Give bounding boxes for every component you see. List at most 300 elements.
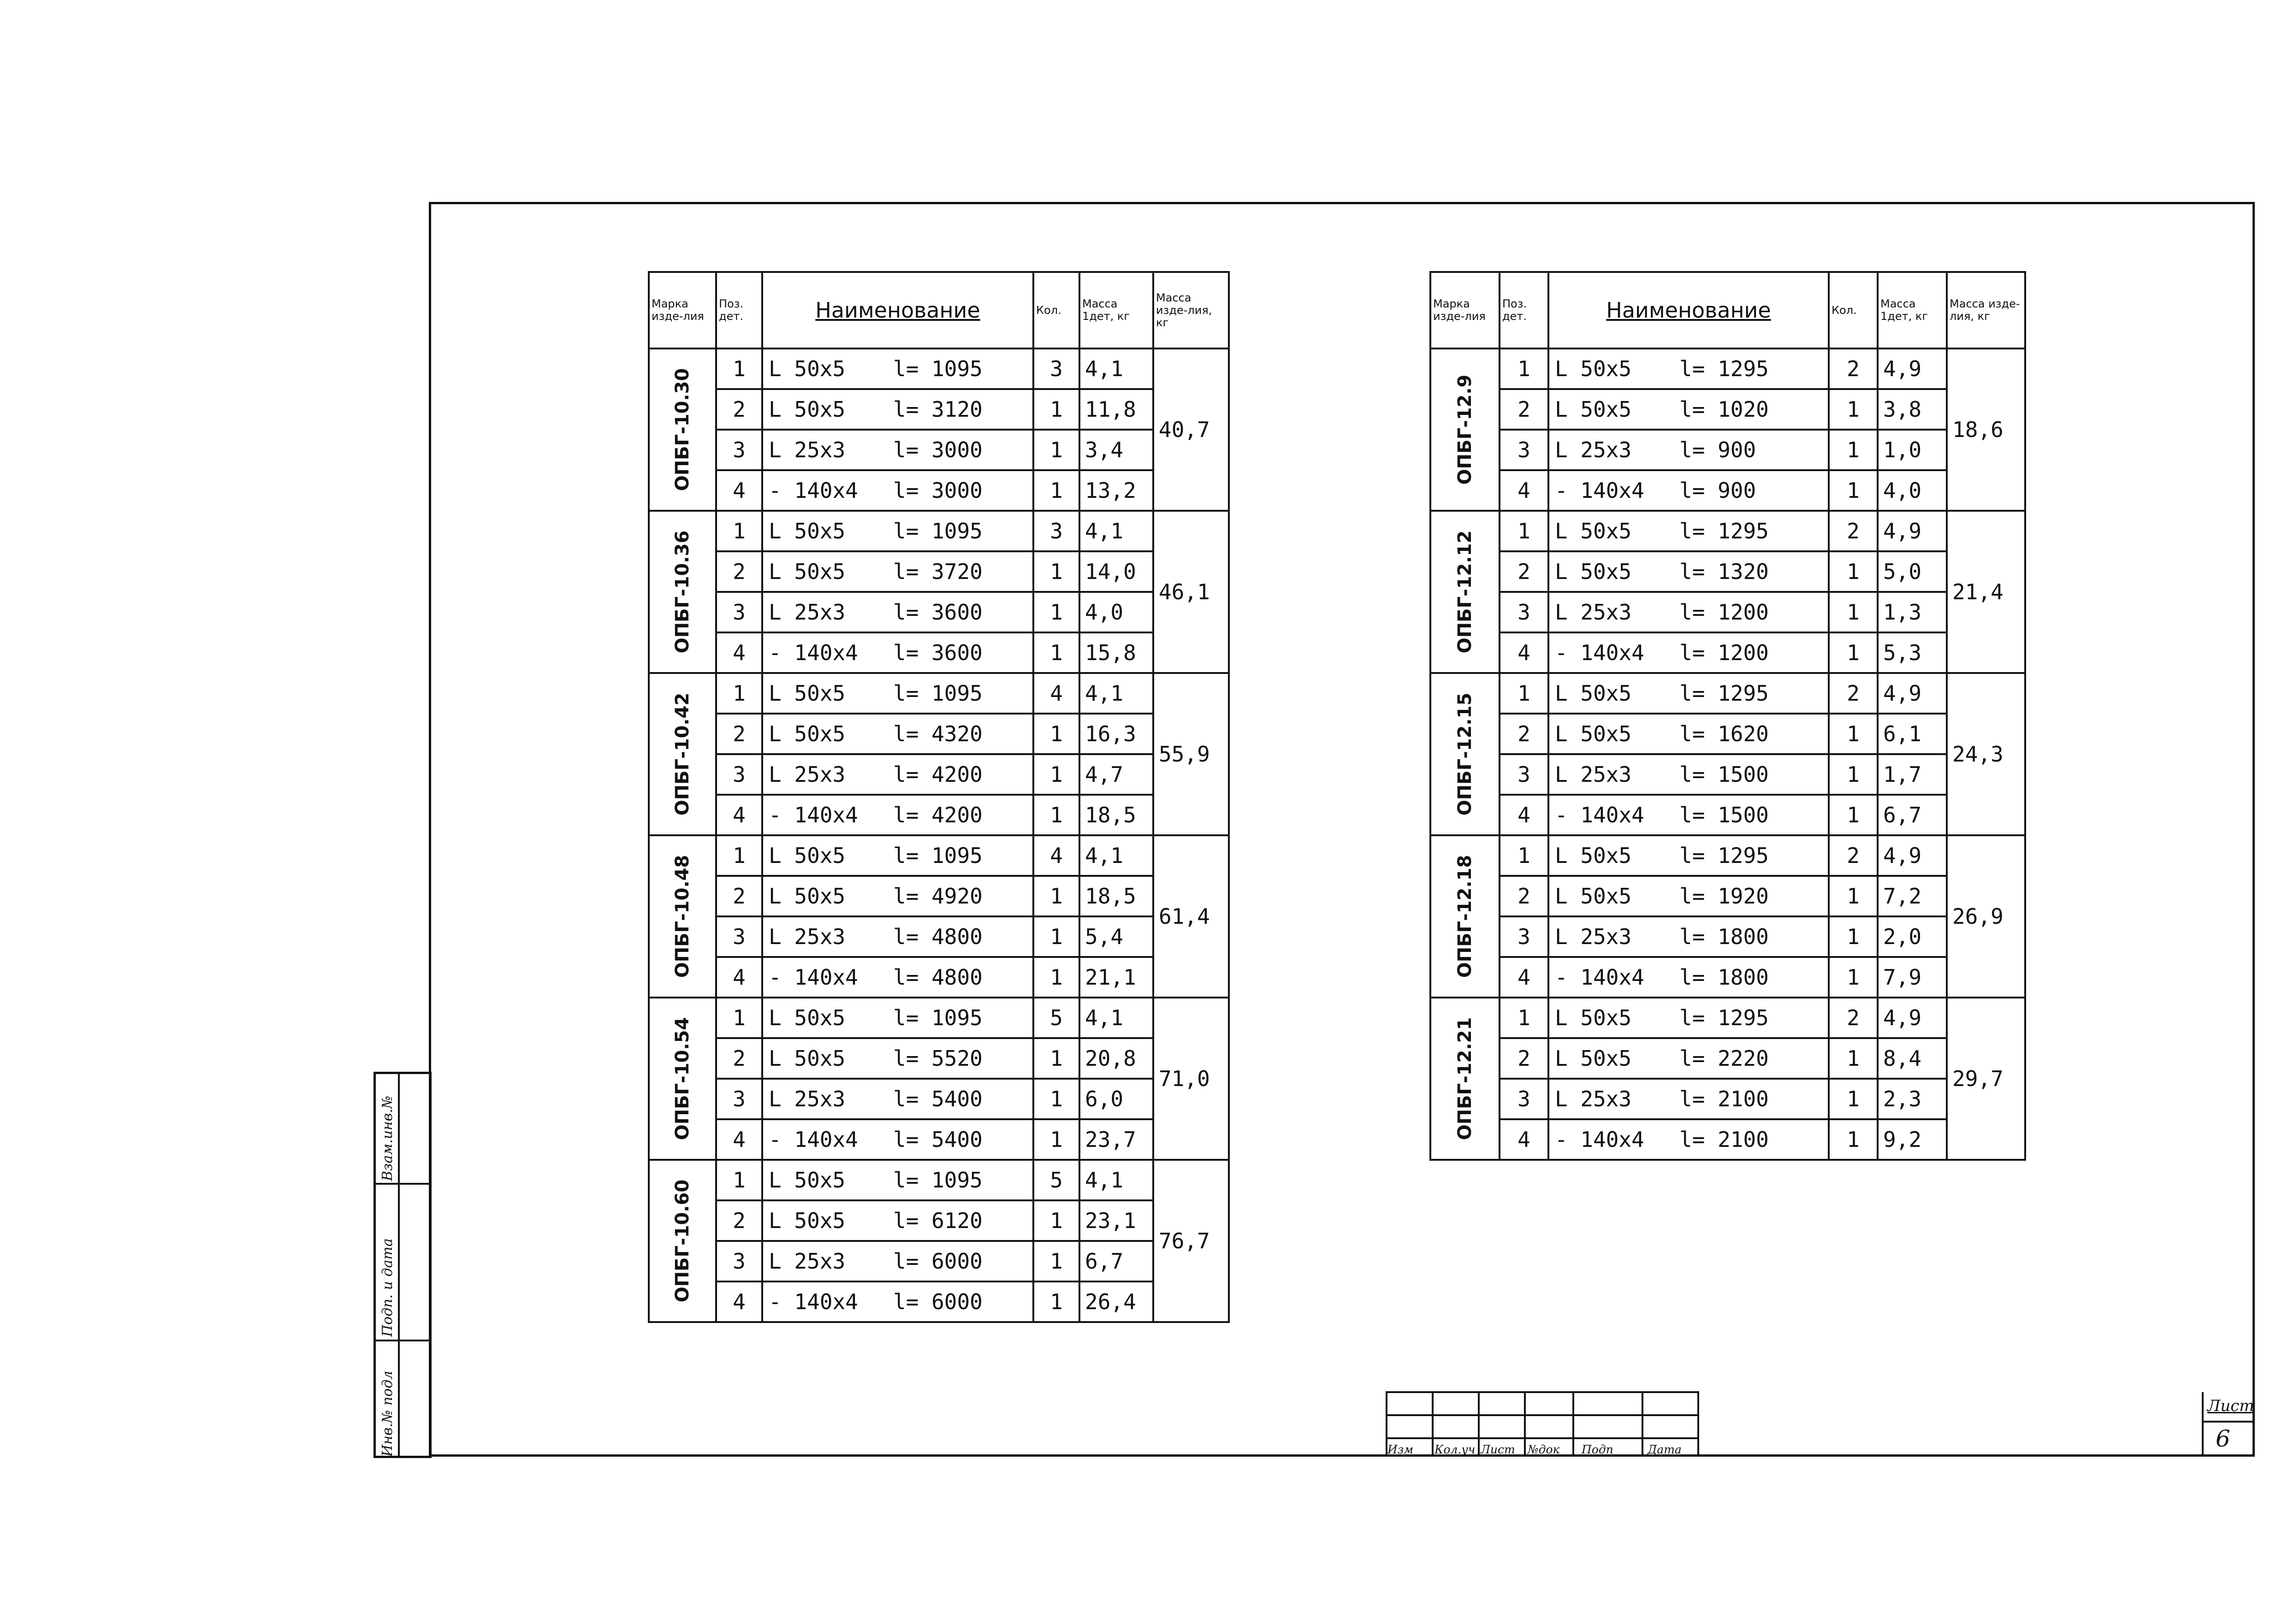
part-mass-cell: 13,2 [1079, 470, 1153, 511]
product-mark-cell [1430, 835, 1500, 998]
section-profile: L 50x5 [769, 721, 846, 746]
section-profile: L 50x5 [769, 559, 846, 584]
product-mass-cell: 76,7 [1153, 1160, 1229, 1322]
position-cell: 1 [716, 511, 762, 551]
name-cell [1548, 957, 1829, 998]
table-row [1430, 795, 2025, 835]
tb-label: Изм [1387, 1443, 1414, 1456]
section-profile: - 140x4 [769, 965, 858, 990]
name-cell [1548, 632, 1829, 673]
table-row [1430, 754, 2025, 795]
part-length: l= 1095 [893, 681, 983, 706]
table-row [649, 998, 1229, 1038]
sheet-number: 6 [2216, 1425, 2230, 1452]
part-length: l= 1095 [893, 843, 983, 868]
product-mark-cell [649, 1160, 716, 1322]
section-profile: L 50x5 [1555, 559, 1632, 584]
table-row [1430, 511, 2025, 551]
table-row [1430, 957, 2025, 998]
part-mass-cell: 7,9 [1878, 957, 1947, 998]
part-length: l= 900 [1679, 478, 1756, 503]
part-mass-cell: 21,1 [1079, 957, 1153, 998]
table-row [649, 714, 1229, 754]
part-length: l= 3000 [893, 478, 983, 503]
position-cell: 4 [1500, 795, 1548, 835]
position-cell: 2 [716, 1200, 762, 1241]
section-profile: L 25x3 [769, 1249, 846, 1274]
part-length: l= 1295 [1679, 843, 1769, 868]
quantity-cell: 1 [1033, 795, 1079, 835]
quantity-cell: 1 [1829, 470, 1878, 511]
table-row [1430, 1079, 2025, 1119]
part-length: l= 3600 [893, 640, 983, 665]
table-row [649, 348, 1229, 389]
header-total: Масса изде-лия, кг [1947, 272, 2025, 348]
table-row [1430, 876, 2025, 916]
header-qty: Кол. [1829, 272, 1878, 348]
quantity-cell: 1 [1829, 632, 1878, 673]
part-length: l= 2100 [1679, 1127, 1769, 1152]
table-row [649, 632, 1229, 673]
part-mass-cell: 4,9 [1878, 835, 1947, 876]
section-profile: - 140x4 [769, 640, 858, 665]
product-mass-cell: 24,3 [1947, 673, 2025, 835]
table-row [649, 389, 1229, 430]
position-cell: 2 [716, 876, 762, 916]
part-mass-cell: 26,4 [1079, 1281, 1153, 1322]
part-mass-cell: 23,1 [1079, 1200, 1153, 1241]
product-mark: ОПБГ-12.12 [1454, 530, 1476, 654]
section-profile: L 50x5 [1555, 519, 1632, 543]
table-row [1430, 632, 2025, 673]
product-mark: ОПБГ-12.21 [1454, 1017, 1476, 1140]
quantity-cell: 1 [1033, 957, 1079, 998]
table-row [649, 957, 1229, 998]
name-cell [1548, 592, 1829, 632]
quantity-cell: 1 [1033, 1281, 1079, 1322]
product-mark-cell [649, 511, 716, 673]
section-profile: L 50x5 [769, 681, 846, 706]
product-mark: ОПБГ-10.60 [672, 1179, 693, 1303]
name-cell [762, 1079, 1033, 1119]
part-mass-cell: 4,9 [1878, 998, 1947, 1038]
section-profile: L 50x5 [1555, 397, 1632, 422]
quantity-cell: 1 [1033, 714, 1079, 754]
part-mass-cell: 9,2 [1878, 1119, 1947, 1160]
position-cell: 1 [1500, 348, 1548, 389]
section-profile: L 50x5 [769, 519, 846, 543]
part-length: l= 2100 [1679, 1087, 1769, 1111]
part-mass-cell: 11,8 [1079, 389, 1153, 430]
tb-label: Подп [1582, 1443, 1613, 1456]
name-cell [762, 470, 1033, 511]
table-row [649, 1079, 1229, 1119]
position-cell: 2 [716, 389, 762, 430]
position-cell: 3 [716, 1241, 762, 1281]
quantity-cell: 1 [1829, 592, 1878, 632]
part-length: l= 4200 [893, 762, 983, 787]
part-mass-cell: 2,3 [1878, 1079, 1947, 1119]
sheet-number-box [2202, 1392, 2253, 1457]
table-row [1430, 998, 2025, 1038]
section-profile: L 25x3 [1555, 600, 1632, 625]
name-cell [762, 673, 1033, 714]
part-mass-cell: 4,9 [1878, 348, 1947, 389]
table-row [649, 551, 1229, 592]
quantity-cell: 1 [1829, 876, 1878, 916]
product-mass-cell: 18,6 [1947, 348, 2025, 511]
position-cell: 2 [1500, 1038, 1548, 1079]
part-length: l= 1800 [1679, 965, 1769, 990]
part-mass-cell: 14,0 [1079, 551, 1153, 592]
quantity-cell: 1 [1033, 592, 1079, 632]
part-length: l= 1095 [893, 1168, 983, 1193]
section-profile: L 50x5 [769, 356, 846, 381]
section-profile: L 25x3 [769, 600, 846, 625]
header-pos: Поз. дет. [716, 272, 762, 348]
position-cell: 2 [716, 714, 762, 754]
header-qty: Кол. [1033, 272, 1079, 348]
quantity-cell: 1 [1033, 389, 1079, 430]
header-total: Масса изде-лия, кг [1153, 272, 1229, 348]
part-mass-cell: 4,1 [1079, 348, 1153, 389]
section-profile: L 50x5 [1555, 721, 1632, 746]
quantity-cell: 1 [1033, 876, 1079, 916]
stamp-replace-label: Взам.инв.№ [379, 1095, 396, 1181]
part-length: l= 1095 [893, 356, 983, 381]
part-mass-cell: 5,3 [1878, 632, 1947, 673]
part-mass-cell: 20,8 [1079, 1038, 1153, 1079]
product-mark: ОПБГ-10.36 [672, 530, 693, 654]
product-mark-cell [1430, 348, 1500, 511]
section-profile: L 50x5 [1555, 356, 1632, 381]
table-row [649, 916, 1229, 957]
section-profile: L 50x5 [1555, 1005, 1632, 1030]
quantity-cell: 1 [1033, 754, 1079, 795]
quantity-cell: 1 [1033, 1038, 1079, 1079]
quantity-cell: 1 [1033, 632, 1079, 673]
product-mark-cell [649, 348, 716, 511]
table-row [649, 592, 1229, 632]
product-mark: ОПБГ-10.48 [672, 855, 693, 978]
position-cell: 4 [1500, 957, 1548, 998]
product-mark: ОПБГ-12.18 [1454, 855, 1476, 978]
part-length: l= 6120 [893, 1208, 983, 1233]
quantity-cell: 1 [1829, 916, 1878, 957]
quantity-cell: 1 [1829, 430, 1878, 470]
position-cell: 4 [1500, 470, 1548, 511]
table-row [1430, 389, 2025, 430]
name-cell [762, 348, 1033, 389]
quantity-cell: 1 [1033, 430, 1079, 470]
table-row [1430, 835, 2025, 876]
section-profile: - 140x4 [769, 803, 858, 827]
part-length: l= 5400 [893, 1127, 983, 1152]
part-mass-cell: 8,4 [1878, 1038, 1947, 1079]
part-mass-cell: 15,8 [1079, 632, 1153, 673]
section-profile: L 50x5 [769, 1208, 846, 1233]
name-cell [1548, 754, 1829, 795]
name-cell [762, 916, 1033, 957]
quantity-cell: 4 [1033, 673, 1079, 714]
header-mark: Марка изде-лия [1430, 272, 1500, 348]
quantity-cell: 1 [1033, 470, 1079, 511]
table-row [1430, 714, 2025, 754]
header-mass: Масса 1дет, кг [1878, 272, 1947, 348]
quantity-cell: 1 [1829, 1079, 1878, 1119]
section-profile: L 50x5 [1555, 681, 1632, 706]
section-profile: L 25x3 [769, 924, 846, 949]
section-profile: - 140x4 [1555, 478, 1644, 503]
part-length: l= 1320 [1679, 559, 1769, 584]
name-cell [762, 511, 1033, 551]
quantity-cell: 1 [1829, 389, 1878, 430]
quantity-cell: 1 [1829, 957, 1878, 998]
position-cell: 4 [1500, 1119, 1548, 1160]
table-row [649, 1160, 1229, 1200]
quantity-cell: 2 [1829, 673, 1878, 714]
product-mark: ОПБГ-10.30 [672, 368, 693, 491]
name-cell [762, 1119, 1033, 1160]
quantity-cell: 1 [1829, 551, 1878, 592]
quantity-cell: 1 [1033, 551, 1079, 592]
header-mass: Масса 1дет, кг [1079, 272, 1153, 348]
section-profile: L 25x3 [769, 437, 846, 462]
quantity-cell: 5 [1033, 1160, 1079, 1200]
sheet-label: Лист [2207, 1397, 2254, 1415]
table-row [1430, 673, 2025, 714]
product-mass-cell: 71,0 [1153, 998, 1229, 1160]
table-row [649, 470, 1229, 511]
part-mass-cell: 4,0 [1878, 470, 1947, 511]
section-profile: - 140x4 [1555, 965, 1644, 990]
part-mass-cell: 18,5 [1079, 795, 1153, 835]
section-profile: L 50x5 [769, 884, 846, 909]
table-row [1430, 470, 2025, 511]
name-cell [1548, 470, 1829, 511]
name-cell [762, 998, 1033, 1038]
name-cell [1548, 916, 1829, 957]
part-length: l= 5520 [893, 1046, 983, 1071]
name-cell [762, 389, 1033, 430]
position-cell: 2 [1500, 714, 1548, 754]
name-cell [762, 1200, 1033, 1241]
section-profile: - 140x4 [1555, 803, 1644, 827]
section-profile: L 50x5 [1555, 1046, 1632, 1071]
position-cell: 1 [716, 1160, 762, 1200]
name-cell [762, 957, 1033, 998]
part-mass-cell: 4,1 [1079, 835, 1153, 876]
table-row [1430, 348, 2025, 389]
name-cell [762, 1241, 1033, 1281]
name-cell [762, 1038, 1033, 1079]
quantity-cell: 1 [1829, 1119, 1878, 1160]
quantity-cell: 3 [1033, 511, 1079, 551]
part-mass-cell: 4,1 [1079, 511, 1153, 551]
tb-label: Лист [1481, 1443, 1515, 1456]
product-mass-cell: 26,9 [1947, 835, 2025, 998]
quantity-cell: 1 [1033, 1200, 1079, 1241]
table-row [1430, 592, 2025, 632]
part-length: l= 1620 [1679, 721, 1769, 746]
position-cell: 4 [716, 795, 762, 835]
tb-label: Дата [1648, 1443, 1682, 1456]
position-cell: 1 [716, 998, 762, 1038]
position-cell: 3 [716, 592, 762, 632]
product-mark-cell [1430, 998, 1500, 1160]
quantity-cell: 1 [1033, 1119, 1079, 1160]
position-cell: 4 [716, 957, 762, 998]
name-cell [762, 430, 1033, 470]
part-mass-cell: 5,4 [1079, 916, 1153, 957]
part-mass-cell: 4,1 [1079, 1160, 1153, 1200]
part-length: l= 4800 [893, 924, 983, 949]
position-cell: 1 [1500, 835, 1548, 876]
name-cell [1548, 430, 1829, 470]
position-cell: 1 [716, 835, 762, 876]
table-row [649, 511, 1229, 551]
position-cell: 3 [716, 1079, 762, 1119]
part-mass-cell: 4,0 [1079, 592, 1153, 632]
name-cell [1548, 673, 1829, 714]
position-cell: 4 [1500, 632, 1548, 673]
side-stamp [373, 1072, 432, 1458]
stamp-sign-label: Подп. и дата [379, 1238, 396, 1337]
part-length: l= 1200 [1679, 600, 1769, 625]
table-row [649, 1200, 1229, 1241]
quantity-cell: 3 [1033, 348, 1079, 389]
part-length: l= 1295 [1679, 519, 1769, 543]
section-profile: L 50x5 [769, 397, 846, 422]
position-cell: 4 [716, 1119, 762, 1160]
product-mass-cell: 40,7 [1153, 348, 1229, 511]
part-mass-cell: 4,9 [1878, 673, 1947, 714]
quantity-cell: 1 [1033, 1079, 1079, 1119]
part-mass-cell: 1,0 [1878, 430, 1947, 470]
quantity-cell: 2 [1829, 835, 1878, 876]
part-mass-cell: 6,7 [1878, 795, 1947, 835]
table-row [1430, 430, 2025, 470]
product-mass-cell: 21,4 [1947, 511, 2025, 673]
part-length: l= 3600 [893, 600, 983, 625]
section-profile: L 25x3 [1555, 924, 1632, 949]
table-row [1430, 551, 2025, 592]
tb-label: Кол.уч [1434, 1443, 1476, 1456]
product-mark-cell [1430, 673, 1500, 835]
position-cell: 1 [1500, 511, 1548, 551]
name-cell [1548, 348, 1829, 389]
product-mass-cell: 61,4 [1153, 835, 1229, 998]
table-row [649, 876, 1229, 916]
section-profile: L 25x3 [1555, 437, 1632, 462]
position-cell: 3 [716, 916, 762, 957]
position-cell: 1 [716, 673, 762, 714]
part-length: l= 1295 [1679, 356, 1769, 381]
part-length: l= 1020 [1679, 397, 1769, 422]
name-cell [762, 1160, 1033, 1200]
section-profile: - 140x4 [769, 1289, 858, 1314]
right-spec-table [1429, 271, 2026, 1161]
part-length: l= 4800 [893, 965, 983, 990]
part-length: l= 6000 [893, 1249, 983, 1274]
section-profile: L 50x5 [769, 1005, 846, 1030]
part-mass-cell: 4,7 [1079, 754, 1153, 795]
section-profile: L 50x5 [769, 1168, 846, 1193]
name-cell [1548, 511, 1829, 551]
title-block [1386, 1391, 1699, 1457]
product-mark: ОПБГ-10.42 [672, 692, 693, 816]
part-length: l= 1095 [893, 519, 983, 543]
table-row [649, 754, 1229, 795]
section-profile: L 50x5 [769, 1046, 846, 1071]
product-mark-cell [649, 835, 716, 998]
quantity-cell: 1 [1829, 1038, 1878, 1079]
part-length: l= 2220 [1679, 1046, 1769, 1071]
table-row [1430, 1038, 2025, 1079]
quantity-cell: 1 [1033, 1241, 1079, 1281]
product-mark-cell [649, 998, 716, 1160]
part-mass-cell: 2,0 [1878, 916, 1947, 957]
name-cell [1548, 1119, 1829, 1160]
part-length: l= 1920 [1679, 884, 1769, 909]
part-mass-cell: 5,0 [1878, 551, 1947, 592]
part-mass-cell: 6,7 [1079, 1241, 1153, 1281]
section-profile: L 50x5 [1555, 843, 1632, 868]
position-cell: 3 [1500, 754, 1548, 795]
section-profile: L 25x3 [1555, 762, 1632, 787]
part-mass-cell: 3,8 [1878, 389, 1947, 430]
position-cell: 1 [716, 348, 762, 389]
left-spec-table [648, 271, 1230, 1323]
name-cell [762, 632, 1033, 673]
product-mass-cell: 55,9 [1153, 673, 1229, 835]
position-cell: 3 [716, 430, 762, 470]
name-cell [762, 592, 1033, 632]
name-cell [762, 1281, 1033, 1322]
part-length: l= 900 [1679, 437, 1756, 462]
quantity-cell: 5 [1033, 998, 1079, 1038]
part-length: l= 1800 [1679, 924, 1769, 949]
name-cell [1548, 876, 1829, 916]
position-cell: 2 [716, 551, 762, 592]
part-mass-cell: 1,3 [1878, 592, 1947, 632]
name-cell [1548, 998, 1829, 1038]
position-cell: 3 [1500, 592, 1548, 632]
part-mass-cell: 18,5 [1079, 876, 1153, 916]
name-cell [1548, 835, 1829, 876]
part-mass-cell: 4,1 [1079, 998, 1153, 1038]
table-row [1430, 916, 2025, 957]
table-row [649, 430, 1229, 470]
quantity-cell: 2 [1829, 511, 1878, 551]
header-pos: Поз. дет. [1500, 272, 1548, 348]
position-cell: 4 [716, 632, 762, 673]
quantity-cell: 4 [1033, 835, 1079, 876]
tb-label: №док [1528, 1443, 1560, 1456]
part-length: l= 6000 [893, 1289, 983, 1314]
part-mass-cell: 4,1 [1079, 673, 1153, 714]
name-cell [762, 754, 1033, 795]
name-cell [1548, 795, 1829, 835]
name-cell [762, 876, 1033, 916]
part-length: l= 3000 [893, 437, 983, 462]
quantity-cell: 1 [1829, 795, 1878, 835]
name-cell [1548, 1079, 1829, 1119]
section-profile: - 140x4 [1555, 640, 1644, 665]
table-row [649, 1038, 1229, 1079]
position-cell: 2 [1500, 551, 1548, 592]
part-mass-cell: 6,0 [1079, 1079, 1153, 1119]
